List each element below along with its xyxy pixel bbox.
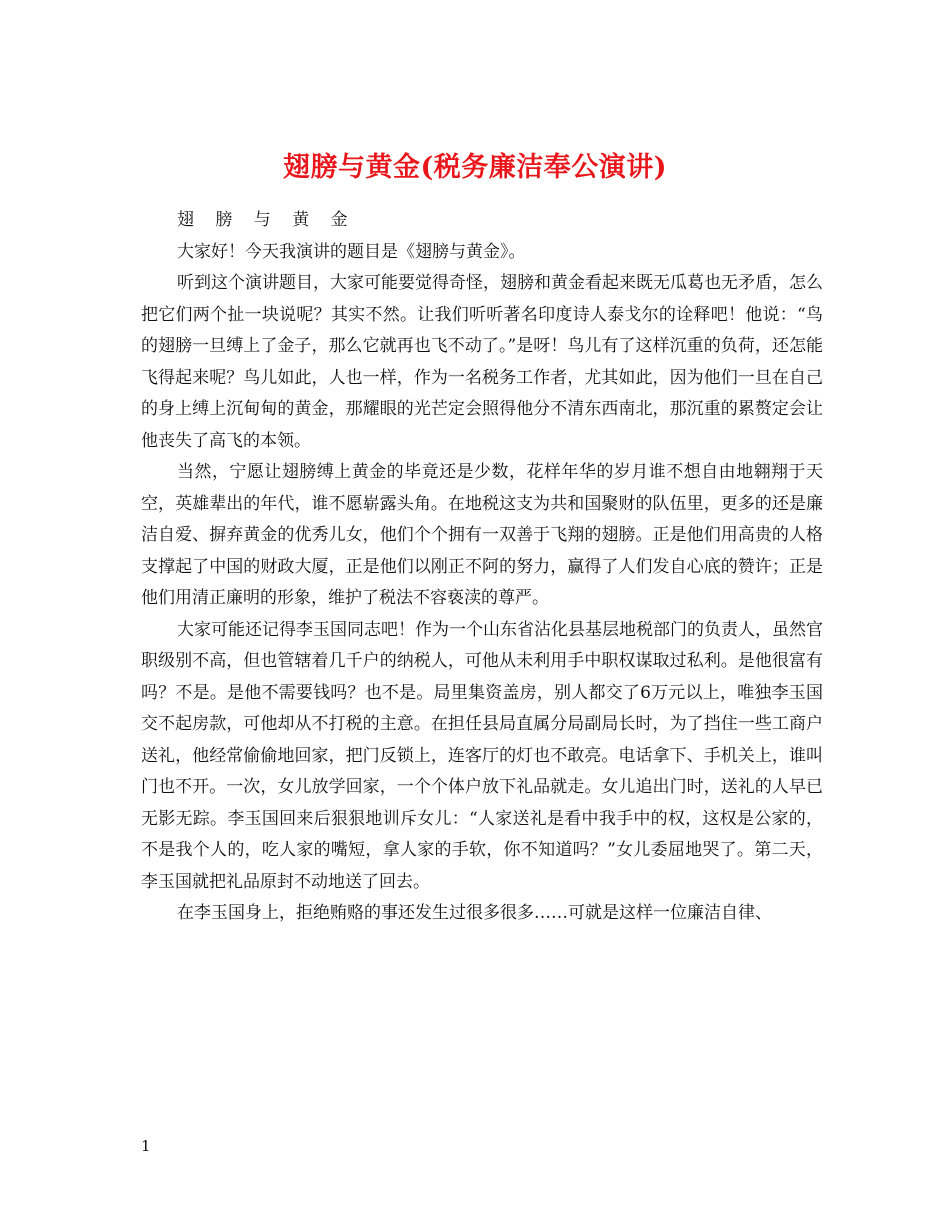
- paragraph-greeting: 大家好！今天我演讲的题目是《翅膀与黄金》。: [177, 241, 526, 262]
- paragraph-tagore: 听到这个演讲题目，大家可能要觉得奇怪，翅膀和黄金看起来既无瓜葛也无矛盾，怎么把它们两个扯一块说呢？其实不然。让我们听听著名印度诗人泰戈尔的诠释吧！他说：“鸟的翅膀一旦缚上了金子，那么它就再也飞不动了。”是呀！鸟儿有了这样沉重的负荷，还怎能飞得起来呢？鸟儿如此，人也一样，作为一名税务工作者，尤其如此，因为他们一旦在自己的身上缚上沉甸甸的黄金，那耀眼的光芒定会照得他分不清东西南北，那沉重的累赘定会让他丧失了高飞的本领。: [141, 273, 823, 451]
- page-number: 1: [141, 1137, 151, 1155]
- paragraph-continuation: 在李玉国身上，拒绝贿赂的事还发生过很多很多……可就是这样一位廉洁自律、: [177, 903, 772, 923]
- document-body: [141, 205, 823, 930]
- document-title: 翅膀与黄金(税务廉洁奉公演讲): [282, 152, 668, 184]
- document-subtitle: 翅 膀 与 黄 金: [177, 210, 356, 230]
- paragraph-wings: 当然，宁愿让翅膀缚上黄金的毕竟还是少数，花样年华的岁月谁不想自由地翱翔于天空，英雄辈出的年代，谁不愿崭露头角。在地税这支为共和国聚财的队伍里，更多的还是廉洁自爱、摒弃黄金的优秀儿女，他们个个拥有一双善于飞翔的翅膀。正是他们用高贵的人格支撑起了中国的财政大厦，正是他们以刚正不阿的努力，赢得了人们发自心底的赞许；正是他们用清正廉明的形象，维护了税法不容亵渎的尊严。: [141, 462, 823, 608]
- paragraph-li-yuguo: 大家可能还记得李玉国同志吧！作为一个山东省沾化县基层地税部门的负责人，虽然官职级别不高，但也管辖着几千户的纳税人，可他从未利用手中职权谋取过私利。是他很富有吗？不是。是他不需要钱吗？也不是。局里集资盖房，别人都交了6万元以上，唯独李玉国交不起房款，可他却从不打税的主意。在担任县局直属分局副局长时，为了挡住一些工商户送礼，他经常偷偷地回家，把门反锁上，连客厅的灯也不敢亮。电话拿下、手机关上，谁叫门也不开。一次，女儿放学回家，一个个体户放下礼品就走。女儿追出门时，送礼的人早已无影无踪。李玉国回来后狠狠地训斥女儿：“人家送礼是看中我手中的权，这权是公家的，不是我个人的，吃人家的嘴短，拿人家的手软，你不知道吗？”女儿委屈地哭了。第二天，李玉国就把礼品原封不动地送了回去。: [141, 619, 823, 892]
